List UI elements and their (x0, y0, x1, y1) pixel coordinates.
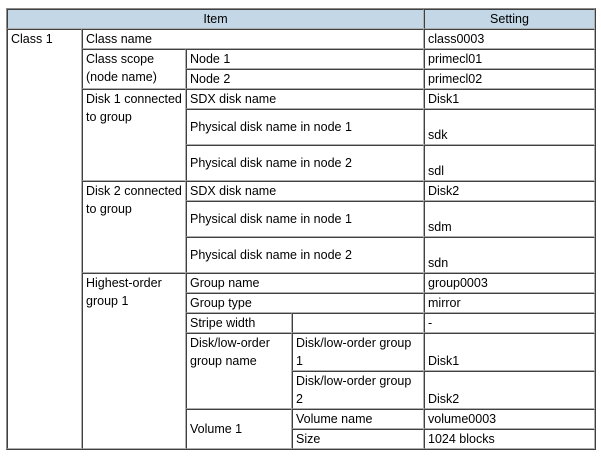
member1-label: Disk/low-order group 1 (292, 333, 424, 371)
disk2-phys1-label: Physical disk name in node 1 (186, 201, 424, 237)
group-type-value: mirror (424, 293, 595, 313)
disk2-sdx-value: Disk2 (424, 181, 595, 201)
volume-name-value: volume0003 (424, 409, 595, 429)
header-row (7, 9, 595, 29)
disk2-phys2-value: sdn (424, 237, 595, 273)
disk2-phys2-label: Physical disk name in node 2 (186, 237, 424, 273)
volume-name-label: Volume name (292, 409, 424, 429)
stripe-width-value: - (424, 313, 595, 333)
table-row (7, 89, 595, 109)
table-row (7, 273, 595, 293)
group-type-label: Group type (186, 293, 424, 313)
item-header: Item (7, 9, 424, 29)
setting-header: Setting (424, 9, 595, 29)
group-name-label: Group name (186, 273, 424, 293)
stripe-width-label: Stripe width (186, 313, 292, 333)
group-label: Highest-order group 1 (82, 273, 186, 449)
disk1-label: Disk 1 connected to group (82, 89, 186, 181)
disk1-phys2-value: sdl (424, 145, 595, 181)
volume-size-value: 1024 blocks (424, 429, 595, 449)
disk2-label: Disk 2 connected to group (82, 181, 186, 273)
volume-size-label: Size (292, 429, 424, 449)
volume-label: Volume 1 (186, 409, 292, 449)
class-label: Class 1 (7, 29, 82, 449)
stripe-width-sub (292, 313, 424, 333)
disk1-sdx-value: Disk1 (424, 89, 595, 109)
table-row (7, 49, 595, 69)
table-row (7, 181, 595, 201)
class-scope-label: Class scope (node name) (82, 49, 186, 89)
class-name-value: class0003 (424, 29, 595, 49)
node2-label: Node 2 (186, 69, 424, 89)
class-configuration-table (6, 8, 596, 450)
disk1-sdx-label: SDX disk name (186, 89, 424, 109)
member1-value: Disk1 (424, 333, 595, 371)
member2-label: Disk/low-order group 2 (292, 371, 424, 409)
node1-value: primecl01 (424, 49, 595, 69)
class-name-label: Class name (82, 29, 424, 49)
config-table-wrapper (6, 8, 596, 450)
node2-value: primecl02 (424, 69, 595, 89)
disk1-phys1-value: sdk (424, 109, 595, 145)
members-label: Disk/low-order group name (186, 333, 292, 409)
disk1-phys1-label: Physical disk name in node 1 (186, 109, 424, 145)
node1-label: Node 1 (186, 49, 424, 69)
disk2-phys1-value: sdm (424, 201, 595, 237)
member2-value: Disk2 (424, 371, 595, 409)
table-row (7, 29, 595, 49)
disk1-phys2-label: Physical disk name in node 2 (186, 145, 424, 181)
group-name-value: group0003 (424, 273, 595, 293)
disk2-sdx-label: SDX disk name (186, 181, 424, 201)
